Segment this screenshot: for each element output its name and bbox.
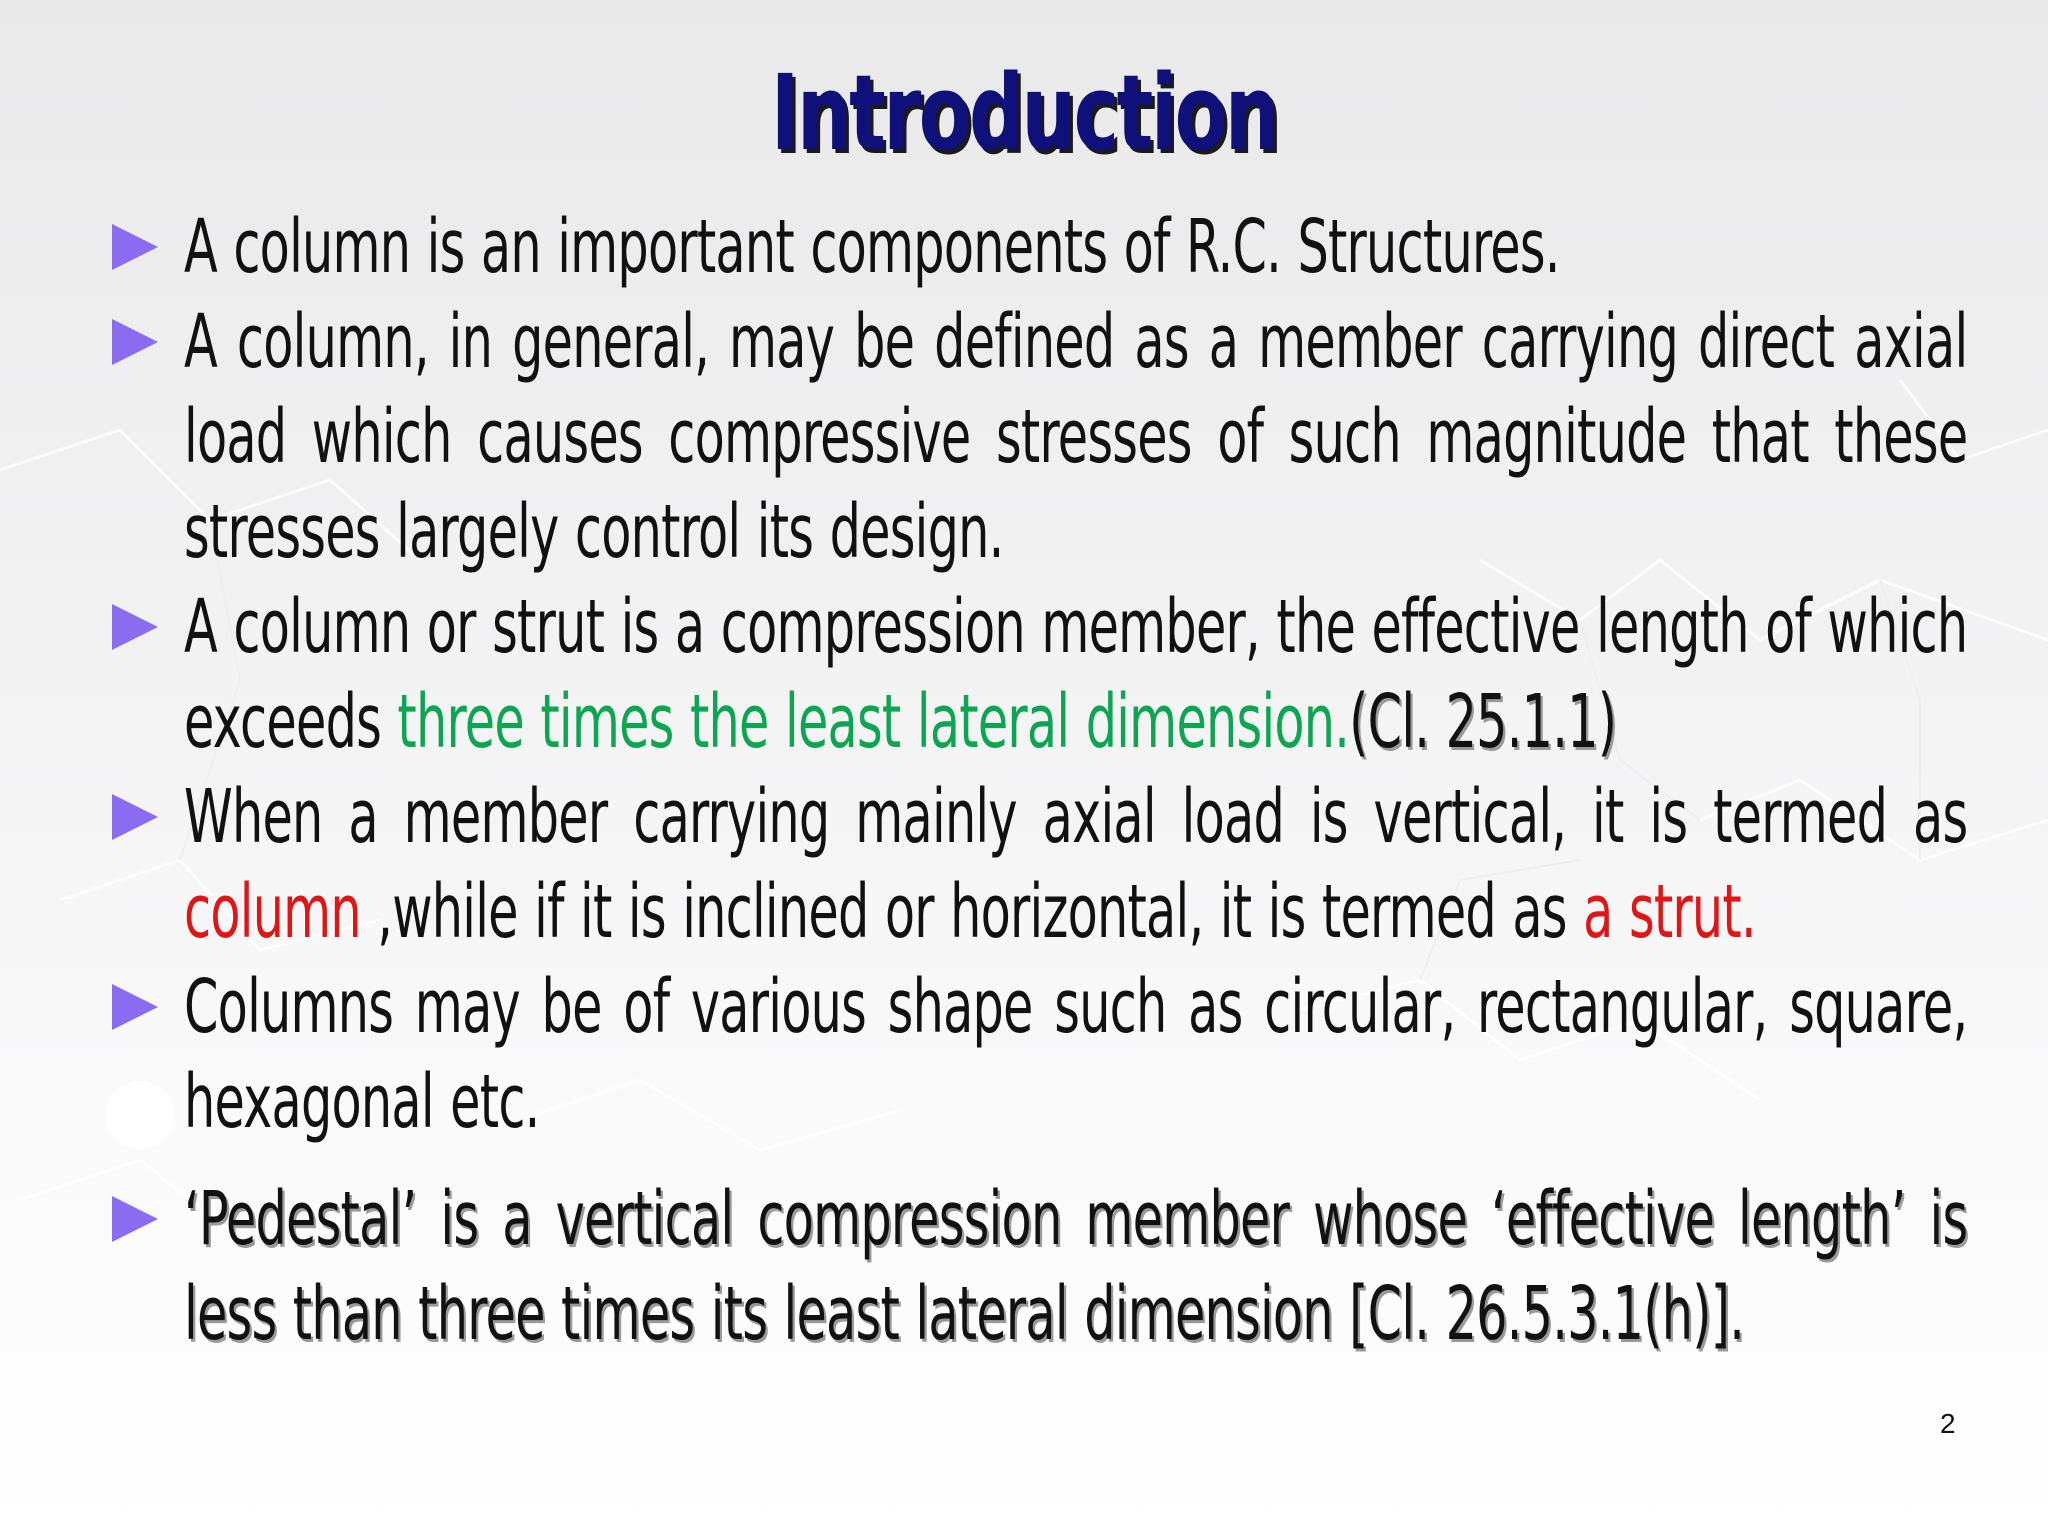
bullet-arrow-icon: [112, 224, 158, 270]
bullet-item: [110, 770, 1980, 960]
bullet-item: [110, 1172, 1980, 1362]
bullet-text: A column, in general, may be defined as a member carrying direct axial load which causes compressive stresses of such magnitude that these stresses largely control its design.: [184, 299, 1968, 575]
bullet-text-segment: When a member carrying mainly axial load is vertical, it is termed as: [184, 774, 1968, 860]
bullet-text: Columns may be of various shape such as circular, rectangular, square, hexagonal etc.: [184, 964, 1968, 1145]
bullet-arrow-icon: [112, 1196, 158, 1242]
bullet-text: [184, 770, 1967, 960]
page-number: 2: [1940, 1408, 1956, 1439]
bullet-text-segment: A column or strut is a compression member, the effective length of which exceeds: [184, 584, 1968, 765]
bullet-list: [110, 200, 1980, 1362]
bullet-text: A column is an important components of R.C. Structures.: [184, 204, 1560, 290]
clause-reference: (Cl. 25.1.1): [1349, 679, 1617, 765]
highlight-red-text: a strut.: [1583, 869, 1756, 955]
bullet-arrow-icon: [112, 794, 158, 840]
bullet-item: [110, 200, 1980, 295]
bullet-arrow-icon: [112, 604, 158, 650]
bullet-text-segment: ,while if it is inclined or horizontal, it is termed as: [360, 869, 1584, 955]
bullet-arrow-icon: [112, 984, 158, 1030]
bullet-item: [110, 580, 1980, 770]
slide-title: Introduction: [770, 52, 1278, 174]
highlight-green-text: three times the least lateral dimension.: [397, 679, 1350, 765]
highlight-red-text: column: [184, 869, 361, 955]
bullet-text: [184, 580, 1967, 770]
bullet-arrow-icon: [112, 319, 158, 365]
bullet-text: ‘Pedestal’ is a vertical compression member whose ‘effective length’ is less than three times its least lateral dimension [Cl. 26.5.3.1(h)].: [184, 1176, 1968, 1357]
bullet-item: [110, 295, 1980, 580]
bullet-item: [110, 960, 1980, 1150]
